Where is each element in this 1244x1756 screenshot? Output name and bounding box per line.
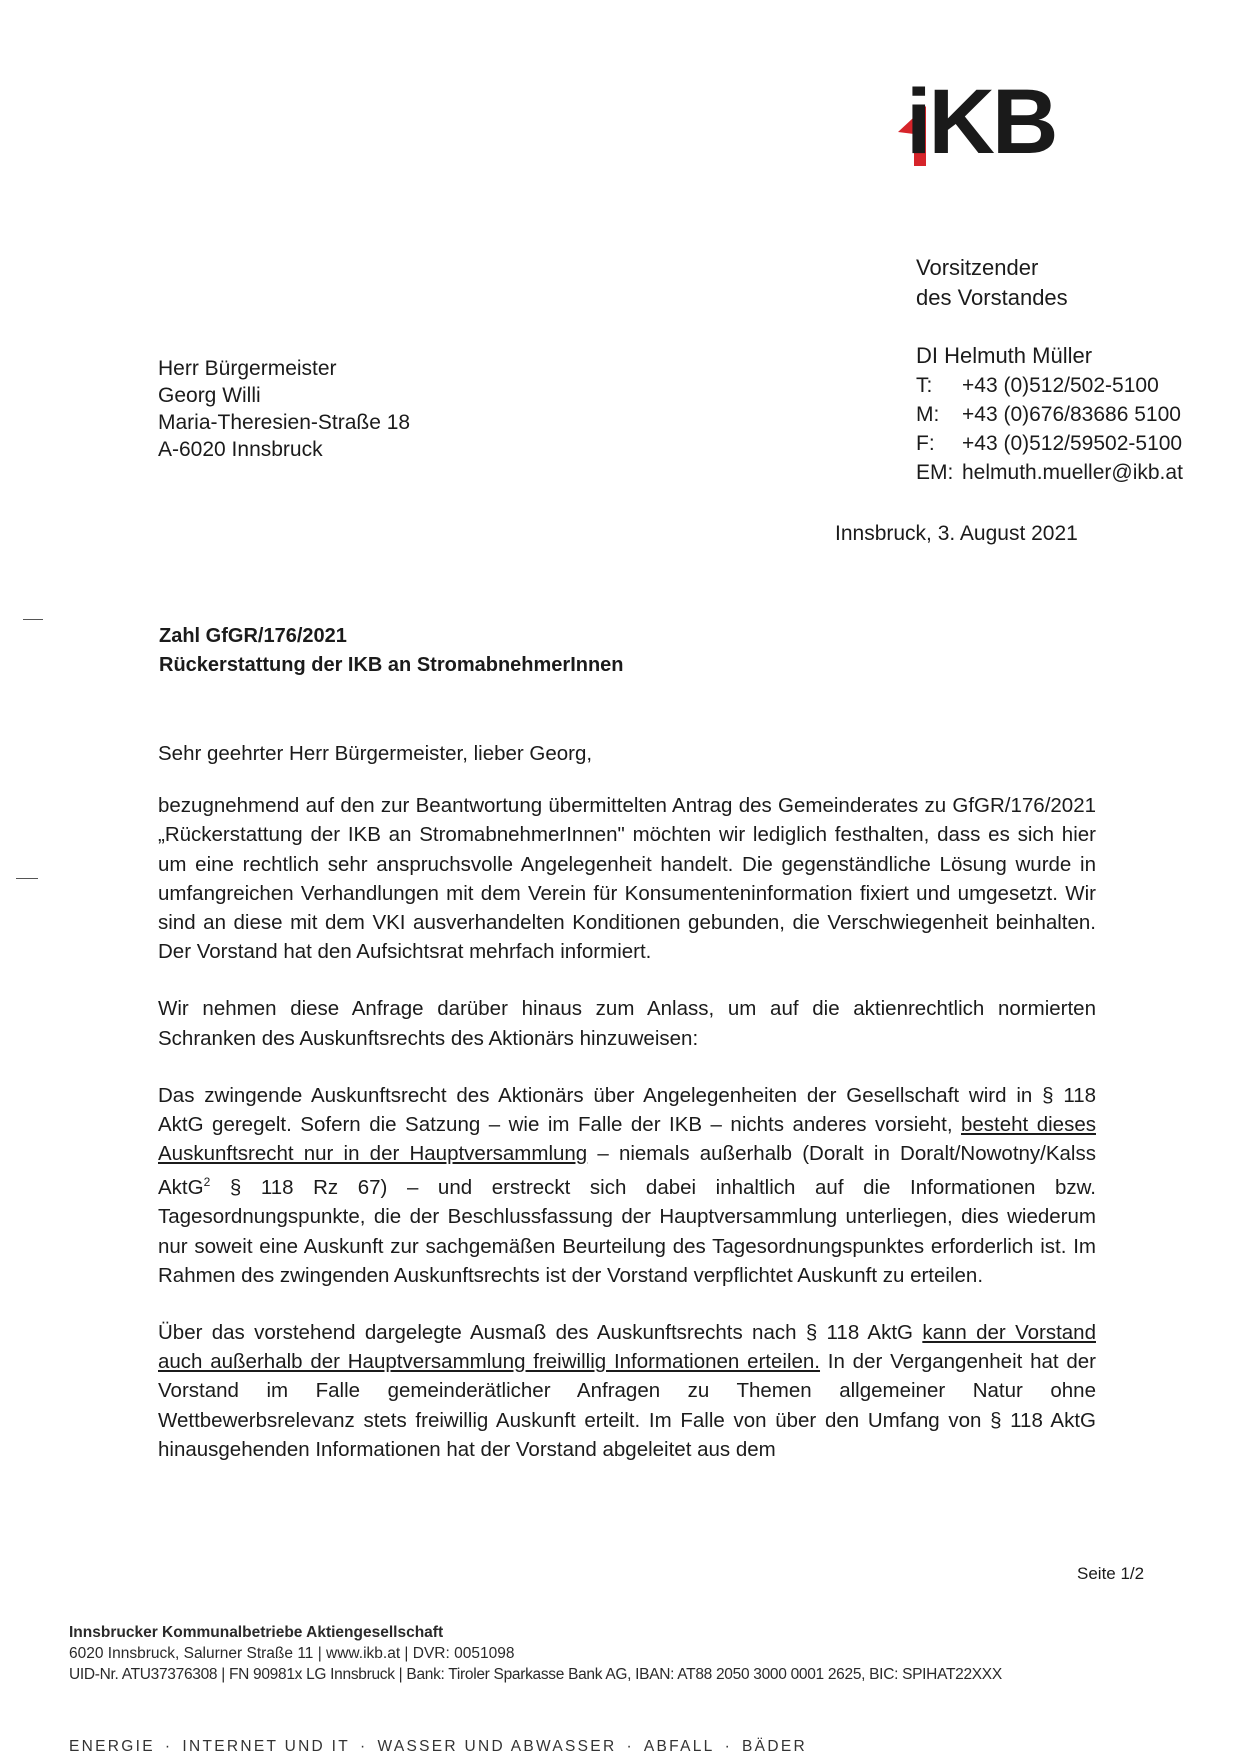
recipient-line: Georg Willi [158,384,261,407]
separator-dot: · [724,1738,733,1755]
logo-text: iKB [906,71,1056,173]
underlined-text: kann der Vorstand auch außerhalb der Hauptversammlung freiwillig Informationen erteilen. [158,1321,1096,1374]
contact-phone [916,371,1183,400]
sender-role-line1: Vorsitzender [916,255,1039,280]
recipient-line: A-6020 Innsbruck [158,438,323,461]
paragraph [158,1318,1096,1464]
sender-name: DI Helmuth Müller [916,343,1093,368]
subject-reference: Zahl GfGR/176/2021 [159,625,347,647]
paragraph-text: Das zwingende Auskunftsrecht des Aktionärs über Angelegenheiten der Gesellschaft wird in § 118 AktG geregelt. Sofern die Satzung – wie im Falle der IKB – nichts anderes vorsieht, [158,1083,1096,1137]
business-area: WASSER UND ABWASSER [377,1738,617,1755]
contact-label: T: [916,374,933,397]
paragraph-text: § 118 Rz 67) – und erstreckt sich dabei inhaltlich auf die Informationen bzw. Tagesordnungspunkte, die der Beschlussfassung der Hauptversammlung unterliegen, dies wiederum nur soweit eine Auskunft zur sachgemäßen Beurteilung des Tagesordnungspunktes erforderlich ist. Im Rahmen des zwingenden Auskunftsrechts ist der Vorstand verpflichtet Auskunft zu erteilen. [158,1176,1096,1287]
business-area: INTERNET UND IT [182,1738,351,1755]
contact-label: F: [916,432,935,455]
contact-fax [916,429,1183,458]
business-area: ENERGIE [69,1738,155,1755]
company-logo [892,71,1082,173]
business-areas [69,1738,807,1756]
underlined-text: besteht dieses Auskunftsrecht nur in der Hauptversammlung [158,1113,1096,1166]
page-number: Seite 1/2 [1077,1564,1145,1583]
footer-company: Innsbrucker Kommunalbetriebe Aktiengesellschaft [69,1624,444,1641]
sender-role-line2: des Vorstandes [916,285,1068,310]
contact-value: +43 (0)512/502-5100 [962,374,1159,397]
contact-mobile [916,400,1183,429]
contact-email [916,458,1183,487]
paragraph-text: Über das vorstehend dargelegte Ausmaß des Auskunftsrechts nach § 118 AktG [158,1321,923,1345]
contact-label: EM: [916,461,954,484]
contact-label: M: [916,403,940,426]
paragraph-text: – niemals außerhalb (Doralt in Doralt/Nowotny/Kalss AktG [158,1142,1096,1200]
footer-registration: UID-Nr. ATU37376308 | FN 90981x LG Innsbruck | Bank: Tiroler Sparkasse Bank AG, IBAN: AT88 2050 3000 0001 2625, BIC: SPIHAT22XXX [69,1666,1002,1683]
separator-dot: · [164,1738,173,1755]
sender-block [916,253,1183,487]
letter-body [158,739,1096,1492]
business-area: BÄDER [742,1738,807,1755]
contact-value: +43 (0)676/83686 5100 [962,403,1181,426]
fold-mark-top [23,619,43,620]
paragraph [158,1081,1096,1290]
footer [69,1622,1002,1685]
contact-value: +43 (0)512/59502-5100 [962,432,1183,455]
fold-mark-middle [16,878,38,879]
recipient-line: Herr Bürgermeister [158,357,337,380]
business-area: ABFALL [643,1738,715,1755]
superscript: 2 [203,1175,211,1190]
contact-value: helmuth.mueller@ikb.at [962,461,1183,484]
letter-date: Innsbruck, 3. August 2021 [835,522,1078,545]
footer-address: 6020 Innsbruck, Salurner Straße 11 | www.ikb.at | DVR: 0051098 [69,1645,515,1662]
recipient-line: Maria-Theresien-Straße 18 [158,411,411,434]
separator-dot: · [626,1738,634,1755]
subject-title: Rückerstattung der IKB an StromabnehmerInnen [159,654,624,676]
paragraph: bezugnehmend auf den zur Beantwortung übermittelten Antrag des Gemeinderates zu GfGR/176/2021 „Rückerstattung der IKB an StromabnehmerInnen" möchten wir lediglich festhalten, dass es sich hier um eine rechtlich sehr anspruchsvolle Angelegenheit handelt. Die gegenständliche Lösung wurde in umfangreichen Verhandlungen mit dem Verein für Konsumenteninformation fixiert und umgesetzt. Wir sind an diese mit dem VKI ausverhandelten Konditionen gebunden, die Verschwiegenheit beinhalten. Der Vorstand hat den Aufsichtsrat mehrfach informiert. [158,794,1096,964]
paragraph-text: In der Vergangenheit hat der Vorstand im Falle gemeinderätlicher Anfragen zu Themen allgemeiner Natur ohne Wettbewerbsrelevanz stets freiwillig Auskunft erteilt. Im Falle von über den Umfang von § 118 AktG hinausgehenden Informationen hat der Vorstand abgeleitet aus dem [158,1350,1097,1461]
recipient-address [158,355,410,463]
salutation: Sehr geehrter Herr Bürgermeister, lieber Georg, [158,742,593,765]
paragraph: Wir nehmen diese Anfrage darüber hinaus zum Anlass, um auf die aktienrechtlich normierten Schranken des Auskunftsrechts des Aktionärs hinzuweisen: [158,997,1096,1050]
subject-block [159,622,624,680]
separator-dot: · [360,1738,368,1755]
